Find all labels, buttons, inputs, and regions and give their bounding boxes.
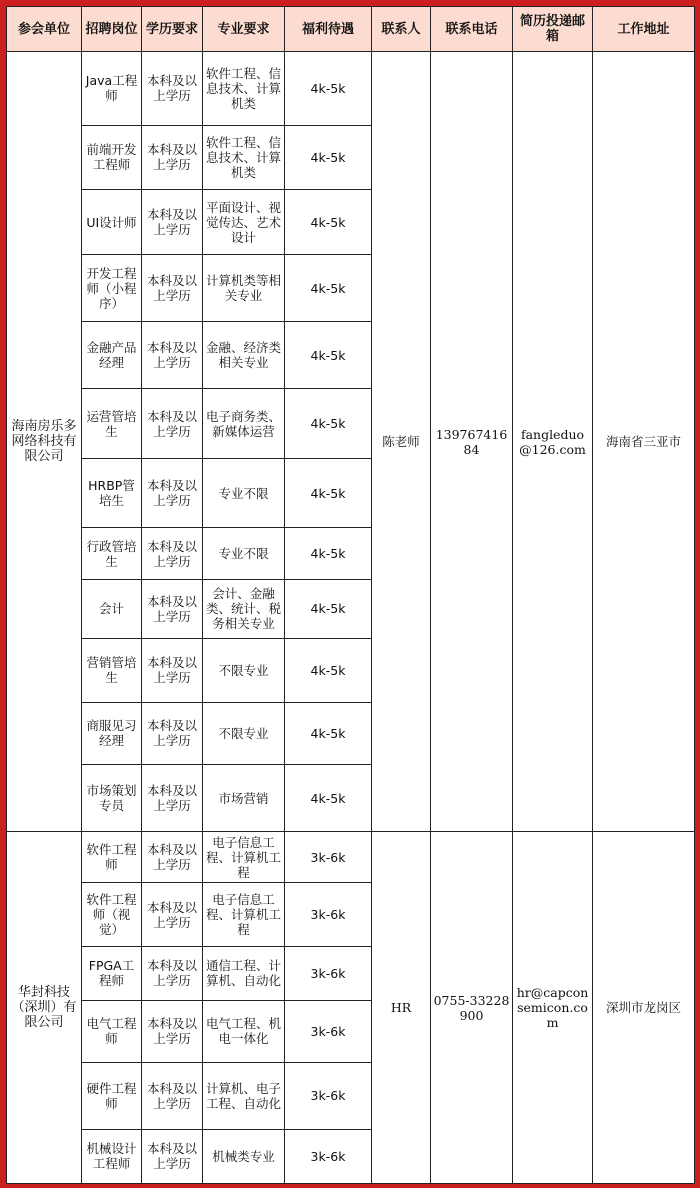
position-cell: 运营管培生: [82, 389, 142, 458]
major-cell: 通信工程、计算机、自动化: [203, 947, 285, 1000]
header-email: 简历投递邮箱: [513, 7, 593, 52]
salary-cell: 4k-5k: [285, 321, 372, 388]
education-cell: 本科及以上学历: [142, 1129, 203, 1183]
email-cell: hr@capconsemicon.com: [513, 832, 593, 1184]
major-cell: 电子商务类、新媒体运营: [203, 389, 285, 458]
table-header: [7, 7, 695, 52]
education-cell: 本科及以上学历: [142, 528, 203, 579]
major-cell: 电子信息工程、计算机工程: [203, 882, 285, 946]
contact-cell: 陈老师: [372, 52, 431, 832]
phone-cell: 13976741684: [431, 52, 513, 832]
header-row: [7, 7, 695, 52]
company-name-cell: 华封科技（深圳）有限公司: [7, 832, 82, 1184]
major-cell: 市场营销: [203, 764, 285, 831]
position-cell: 商服见习经理: [82, 702, 142, 764]
recruitment-table: [6, 6, 695, 1184]
position-cell: UI设计师: [82, 189, 142, 254]
major-cell: 平面设计、视觉传达、艺术设计: [203, 189, 285, 254]
education-cell: 本科及以上学历: [142, 458, 203, 527]
position-cell: 电气工程师: [82, 1000, 142, 1062]
position-cell: 营销管培生: [82, 639, 142, 702]
major-cell: 金融、经济类相关专业: [203, 321, 285, 388]
major-cell: 机械类专业: [203, 1129, 285, 1183]
salary-cell: 3k-6k: [285, 832, 372, 882]
salary-cell: 3k-6k: [285, 1000, 372, 1062]
major-cell: 电子信息工程、计算机工程: [203, 832, 285, 882]
major-cell: 软件工程、信息技术、计算机类: [203, 125, 285, 189]
job-fair-table-frame: [6, 6, 694, 1184]
major-cell: 电气工程、机电一体化: [203, 1000, 285, 1062]
header-position: 招聘岗位: [82, 7, 142, 52]
salary-cell: 4k-5k: [285, 255, 372, 321]
major-cell: 专业不限: [203, 458, 285, 527]
position-cell: 软件工程师: [82, 832, 142, 882]
education-cell: 本科及以上学历: [142, 579, 203, 638]
salary-cell: 4k-5k: [285, 125, 372, 189]
salary-cell: 3k-6k: [285, 1063, 372, 1129]
education-cell: 本科及以上学历: [142, 882, 203, 946]
salary-cell: 4k-5k: [285, 764, 372, 831]
header-education: 学历要求: [142, 7, 203, 52]
major-cell: 不限专业: [203, 702, 285, 764]
education-cell: 本科及以上学历: [142, 639, 203, 702]
header-address: 工作地址: [593, 7, 695, 52]
address-cell: 深圳市龙岗区: [593, 832, 695, 1184]
position-cell: HRBP管培生: [82, 458, 142, 527]
contact-cell: HR: [372, 832, 431, 1184]
major-cell: 软件工程、信息技术、计算机类: [203, 52, 285, 126]
position-cell: 机械设计工程师: [82, 1129, 142, 1183]
position-cell: 硬件工程师: [82, 1063, 142, 1129]
header-company: 参会单位: [7, 7, 82, 52]
salary-cell: 4k-5k: [285, 702, 372, 764]
position-cell: 软件工程师（视觉）: [82, 882, 142, 946]
position-cell: Java工程师: [82, 52, 142, 126]
salary-cell: 4k-5k: [285, 458, 372, 527]
education-cell: 本科及以上学历: [142, 255, 203, 321]
education-cell: 本科及以上学历: [142, 52, 203, 126]
education-cell: 本科及以上学历: [142, 125, 203, 189]
position-cell: 会计: [82, 579, 142, 638]
major-cell: 会计、金融类、统计、税务相关专业: [203, 579, 285, 638]
header-contact: 联系人: [372, 7, 431, 52]
education-cell: 本科及以上学历: [142, 1063, 203, 1129]
education-cell: 本科及以上学历: [142, 1000, 203, 1062]
education-cell: 本科及以上学历: [142, 947, 203, 1000]
company-name-cell: 海南房乐多网络科技有限公司: [7, 52, 82, 832]
major-cell: 计算机、电子工程、自动化: [203, 1063, 285, 1129]
salary-cell: 3k-6k: [285, 882, 372, 946]
education-cell: 本科及以上学历: [142, 321, 203, 388]
education-cell: 本科及以上学历: [142, 702, 203, 764]
education-cell: 本科及以上学历: [142, 189, 203, 254]
major-cell: 专业不限: [203, 528, 285, 579]
header-major: 专业要求: [203, 7, 285, 52]
table-row: [7, 832, 695, 882]
position-cell: 行政管培生: [82, 528, 142, 579]
salary-cell: 3k-6k: [285, 1129, 372, 1183]
table-row: [7, 52, 695, 126]
salary-cell: 4k-5k: [285, 528, 372, 579]
position-cell: 开发工程师（小程序）: [82, 255, 142, 321]
email-cell: fangleduo@126.com: [513, 52, 593, 832]
education-cell: 本科及以上学历: [142, 389, 203, 458]
position-cell: 前端开发工程师: [82, 125, 142, 189]
salary-cell: 4k-5k: [285, 389, 372, 458]
phone-cell: 0755-33228900: [431, 832, 513, 1184]
education-cell: 本科及以上学历: [142, 764, 203, 831]
position-cell: 市场策划专员: [82, 764, 142, 831]
salary-cell: 4k-5k: [285, 639, 372, 702]
salary-cell: 4k-5k: [285, 189, 372, 254]
salary-cell: 4k-5k: [285, 579, 372, 638]
address-cell: 海南省三亚市: [593, 52, 695, 832]
major-cell: 不限专业: [203, 639, 285, 702]
position-cell: 金融产品经理: [82, 321, 142, 388]
salary-cell: 3k-6k: [285, 947, 372, 1000]
position-cell: FPGA工程师: [82, 947, 142, 1000]
table-body: [7, 52, 695, 1184]
salary-cell: 4k-5k: [285, 52, 372, 126]
header-phone: 联系电话: [431, 7, 513, 52]
header-salary: 福利待遇: [285, 7, 372, 52]
major-cell: 计算机类等相关专业: [203, 255, 285, 321]
education-cell: 本科及以上学历: [142, 832, 203, 882]
